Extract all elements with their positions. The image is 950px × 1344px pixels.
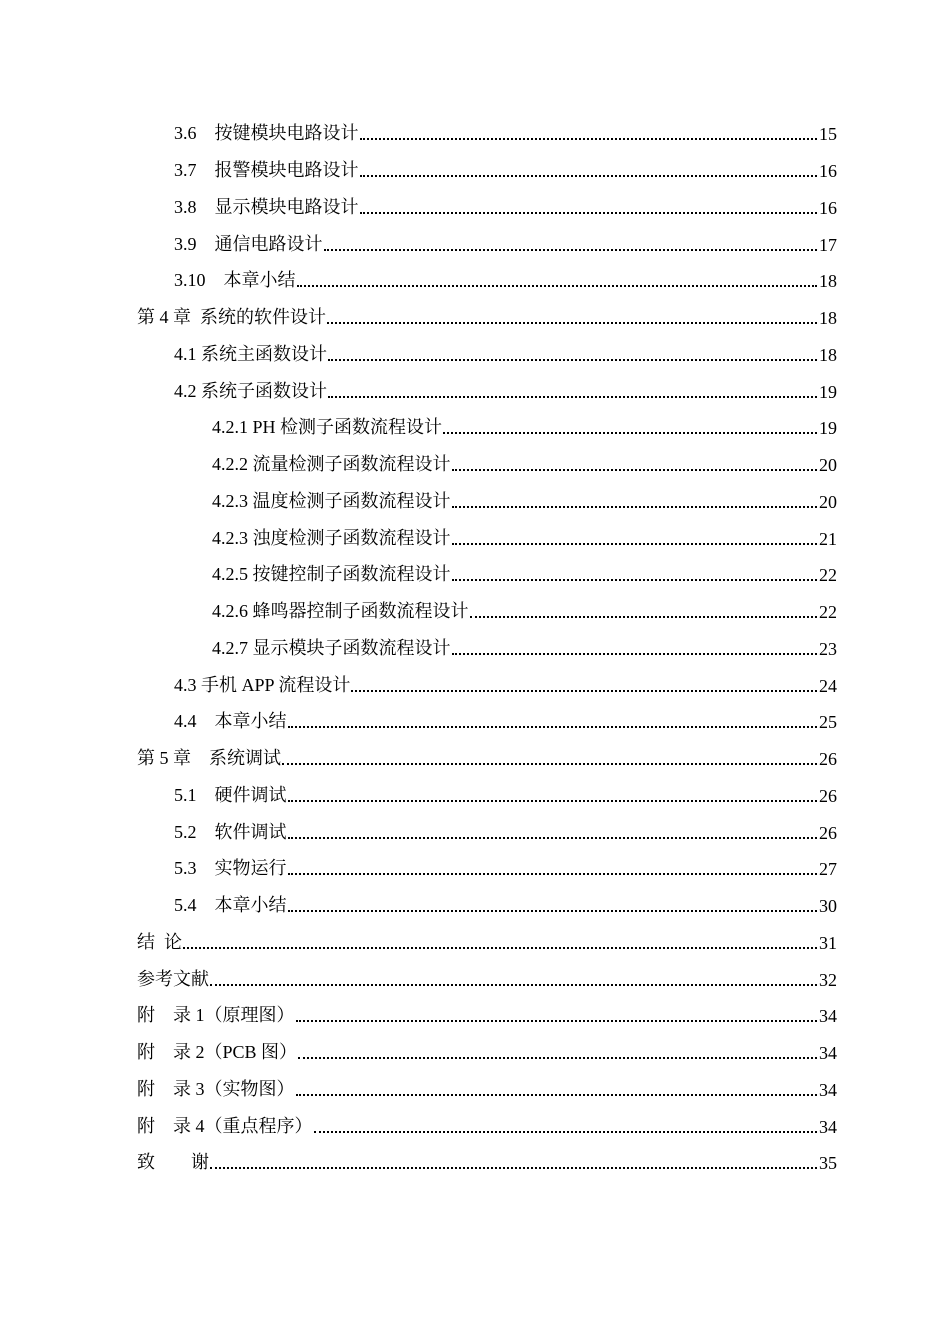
toc-entry-page: 24 [819,675,837,696]
toc-entry[interactable] [0,188,950,225]
toc-entry[interactable] [0,996,950,1033]
toc-entry[interactable] [0,592,950,629]
toc-entry[interactable] [0,665,950,702]
toc-entry[interactable] [0,518,950,555]
toc-entry-page: 21 [819,528,837,549]
dot-leader [298,1057,817,1059]
toc-entry-title: 4.2.1 PH 检测子函数流程设计 [212,417,443,438]
toc-entry-title: 4.2.5 按键控制子函数流程设计 [212,564,451,585]
toc-entry-page: 17 [819,234,837,255]
dot-leader [360,138,818,140]
table-of-contents [0,114,950,1180]
dot-leader [296,1020,818,1022]
dot-leader [327,322,817,324]
toc-entry-page: 20 [819,455,837,476]
toc-entry-page: 26 [819,785,837,806]
dot-leader [297,285,818,287]
toc-entry-page: 22 [819,602,837,623]
toc-entry[interactable] [0,482,950,519]
toc-entry[interactable] [0,224,950,261]
toc-entry[interactable] [0,151,950,188]
dot-leader [452,579,818,581]
toc-entry-title: 4.2.6 蜂鸣器控制子函数流程设计 [212,601,469,622]
toc-entry-page: 26 [819,749,837,770]
toc-entry[interactable] [0,298,950,335]
toc-entry-page: 20 [819,491,837,512]
toc-entry-page: 35 [819,1153,837,1174]
toc-entry-title: 附 录 4（重点程序） [137,1115,313,1136]
dot-leader [351,690,817,692]
toc-entry-title: 结 论 [137,931,182,952]
toc-entry[interactable] [0,1070,950,1107]
dot-leader [443,432,817,434]
toc-entry-title: 4.3 手机 APP 流程设计 [174,674,351,695]
dot-leader [288,910,818,912]
toc-entry-page: 16 [819,197,837,218]
toc-entry-page: 15 [819,124,837,145]
dot-leader [183,947,817,949]
toc-entry-title: 4.1 系统主函数设计 [174,343,327,364]
toc-entry-title: 5.2 软件调试 [174,821,287,842]
dot-leader [452,506,818,508]
toc-entry-page: 27 [819,859,837,880]
toc-entry-page: 34 [819,1079,837,1100]
toc-entry-page: 34 [819,1116,837,1137]
toc-entry-title: 4.2.2 流量检测子函数流程设计 [212,454,451,475]
toc-entry-title: 5.1 硬件调试 [174,784,287,805]
toc-entry[interactable] [0,445,950,482]
toc-entry-page: 18 [819,271,837,292]
dot-leader [360,175,818,177]
toc-entry[interactable] [0,739,950,776]
toc-entry-title: 附 录 3（实物图） [137,1078,295,1099]
toc-entry-title: 4.4 本章小结 [174,711,287,732]
toc-entry-page: 18 [819,344,837,365]
dot-leader [288,726,818,728]
toc-entry[interactable] [0,555,950,592]
toc-entry-title: 3.6 按键模块电路设计 [174,123,359,144]
dot-leader [314,1131,818,1133]
toc-entry-page: 34 [819,1043,837,1064]
toc-entry-page: 25 [819,712,837,733]
dot-leader [452,469,818,471]
toc-entry-title: 3.8 显示模块电路设计 [174,196,359,217]
dot-leader [288,800,818,802]
toc-entry-title: 3.9 通信电路设计 [174,233,323,254]
dot-leader [452,653,818,655]
toc-entry-title: 附 录 1（原理图） [137,1005,295,1026]
toc-entry-title: 4.2.3 浊度检测子函数流程设计 [212,527,451,548]
toc-entry-page: 18 [819,308,837,329]
toc-entry-title: 3.7 报警模块电路设计 [174,160,359,181]
dot-leader [452,543,818,545]
toc-entry[interactable] [0,886,950,923]
toc-entry[interactable] [0,629,950,666]
toc-entry[interactable] [0,261,950,298]
dot-leader [288,837,818,839]
toc-entry-title: 4.2.7 显示模块子函数流程设计 [212,637,451,658]
toc-entry-title: 5.4 本章小结 [174,895,287,916]
toc-entry-page: 31 [819,932,837,953]
toc-entry-title: 附 录 2（PCB 图） [137,1042,298,1063]
toc-entry[interactable] [0,114,950,151]
dot-leader [324,249,818,251]
toc-entry-page: 32 [819,969,837,990]
toc-entry[interactable] [0,1106,950,1143]
toc-entry[interactable] [0,776,950,813]
dot-leader [328,396,817,398]
toc-entry[interactable] [0,702,950,739]
toc-entry[interactable] [0,1143,950,1180]
dot-leader [282,763,817,765]
toc-entry-title: 致 谢 [137,1152,209,1173]
toc-entry-page: 23 [819,638,837,659]
toc-entry[interactable] [0,371,950,408]
toc-entry-title: 3.10 本章小结 [174,270,296,291]
toc-entry-page: 22 [819,565,837,586]
toc-entry-title: 4.2 系统子函数设计 [174,380,327,401]
dot-leader [288,873,818,875]
dot-leader [360,212,818,214]
toc-entry-title: 参考文献 [137,968,209,989]
toc-entry-title: 第 4 章 系统的软件设计 [137,307,326,328]
toc-entry[interactable] [0,1033,950,1070]
toc-entry[interactable] [0,849,950,886]
toc-entry[interactable] [0,959,950,996]
toc-entry-page: 19 [819,418,837,439]
dot-leader [470,616,818,618]
toc-entry[interactable] [0,923,950,960]
toc-entry-page: 34 [819,1006,837,1027]
toc-entry-title: 5.3 实物运行 [174,858,287,879]
dot-leader [210,984,817,986]
dot-leader [328,359,817,361]
toc-entry-page: 30 [819,896,837,917]
toc-entry-title: 第 5 章 系统调试 [137,748,281,769]
toc-entry-page: 16 [819,161,837,182]
toc-entry-page: 19 [819,381,837,402]
toc-entry[interactable] [0,408,950,445]
toc-entry-page: 26 [819,822,837,843]
dot-leader [210,1167,817,1169]
dot-leader [296,1094,818,1096]
toc-entry[interactable] [0,812,950,849]
toc-entry-title: 4.2.3 温度检测子函数流程设计 [212,490,451,511]
toc-entry[interactable] [0,335,950,372]
